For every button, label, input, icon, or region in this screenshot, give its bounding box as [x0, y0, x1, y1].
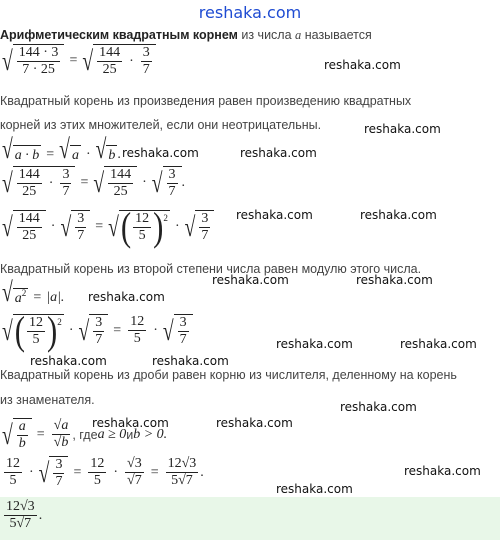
- watermark: reshaka.com: [340, 400, 417, 414]
- equation-2: √ $\frac{144}{25}$ · $\frac{3}{7}$ = √ $\frac{144}{25}$ · √ $\frac{3}{7}$ .: [2, 167, 186, 200]
- watermark: reshaka.com: [364, 122, 441, 136]
- product-rule-formula: √ a · b = √ a · √ b .: [2, 135, 121, 166]
- square-rule-text: Квадратный корень из второй степени числа равен модулю этого числа.: [0, 262, 422, 276]
- watermark: reshaka.com: [276, 337, 353, 351]
- equation-3: √ $\frac{144}{25}$ · √ $\frac{3}{7}$ = √ ( $\frac{12}{5}$ ) 2 · √ $\frac{3}{7}$: [2, 210, 214, 243]
- fraction-rule-text-2: из знаменателя.: [0, 393, 95, 407]
- definition-rest: из числа: [237, 28, 296, 42]
- fraction-rule-text: Квадратный корень из дроби равен корню из числителя, деленному на корень: [0, 368, 457, 382]
- watermark: reshaka.com: [92, 416, 169, 430]
- equation-5: $\frac{12}{5}$ · √ $\frac{3}{7}$ = $\frac{12}{5}$ · $\frac{√3}{√7}$ = $\frac{12√3}{5√7}$ .: [6, 456, 204, 490]
- equation-1: √ $\frac{144 \cdot 3}{7 \cdot 25}$ = √ $\frac{144}{25}$ · $\frac{3}{7}$: [2, 44, 156, 77]
- answer-box: [0, 497, 500, 540]
- watermark: reshaka.com: [122, 146, 199, 160]
- answer-formula: $\frac{12√3}{5√7}$ .: [6, 499, 43, 531]
- equation-4: √ ( $\frac{12}{5}$ ) 2 · √ $\frac{3}{7}$ = $\frac{12}{5}$ · √ $\frac{3}{7}$: [2, 314, 193, 347]
- watermark: reshaka.com: [356, 273, 433, 287]
- watermark: reshaka.com: [360, 208, 437, 222]
- watermark: reshaka.com: [276, 482, 353, 496]
- watermark: reshaka.com: [404, 464, 481, 478]
- watermark: reshaka.com: [400, 337, 477, 351]
- fraction-rule-formula: √ $\frac{a}{b}$ = $\frac{√a}{√b}$ , где a ≥ 0 и b > 0.: [2, 418, 168, 452]
- square-rule-formula: √ a 2 = |a|.: [2, 278, 65, 309]
- watermark: reshaka.com: [240, 146, 317, 160]
- watermark: reshaka.com: [152, 354, 229, 368]
- watermark: reshaka.com: [30, 354, 107, 368]
- definition-bold: Арифметическим квадратным корнем: [0, 28, 238, 42]
- watermark: reshaka.com: [324, 58, 401, 72]
- site-watermark-top: reshaka.com: [198, 3, 302, 22]
- var-a: a: [295, 28, 302, 42]
- definition-text: [0, 28, 372, 43]
- product-rule-text-2: корней из этих множителей, если они неотрицательны.: [0, 118, 322, 132]
- watermark: reshaka.com: [216, 416, 293, 430]
- watermark: reshaka.com: [236, 208, 313, 222]
- watermark: reshaka.com: [88, 290, 165, 304]
- product-rule-text: Квадратный корень из произведения равен произведению квадратных: [0, 94, 412, 108]
- definition-end: называется: [301, 28, 372, 42]
- watermark: reshaka.com: [212, 273, 289, 287]
